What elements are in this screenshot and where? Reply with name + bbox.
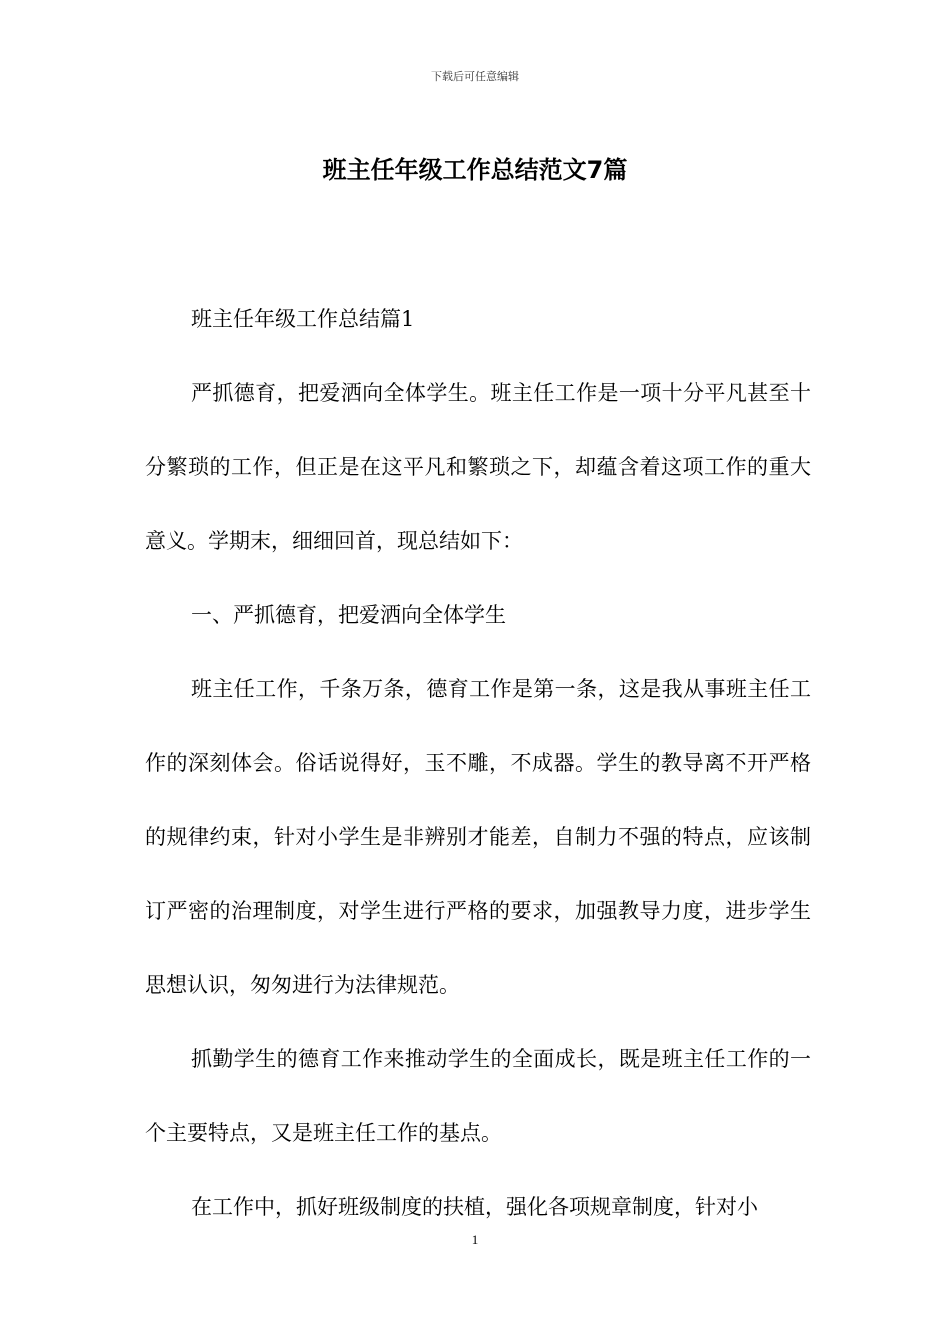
page-number: 1 bbox=[471, 1232, 479, 1247]
subheading: 一、严抓德育，把爱洒向全体学生 bbox=[191, 603, 506, 627]
header-note: 下载后可任意编辑 bbox=[431, 70, 519, 83]
section-heading: 班主任年级工作总结篇1 bbox=[191, 307, 415, 331]
paragraph: 班主任工作，千条万条，德育工作是第一条，这是我从事班主任工作的深刻体会。俗话说得好，玉不雕，不成器。学生的教导离不开严格的规律约束，针对小学生是非辨别才能差，自制力不强的特点，应该制订严密的治理制度，对学生进行严格的要求，加强教导力度，进步学生思想认识，匆匆进行为法律规范。 bbox=[145, 677, 811, 997]
document-body bbox=[145, 282, 811, 1244]
document-title: 班主任年级工作总结范文7篇 bbox=[322, 156, 628, 184]
paragraph: 严抓德育，把爱洒向全体学生。班主任工作是一项十分平凡甚至十分繁琐的工作，但正是在这平凡和繁琐之下，却蕴含着这项工作的重大意义。学期末，细细回首，现总结如下： bbox=[145, 381, 811, 553]
paragraph: 抓勤学生的德育工作来推动学生的全面成长，既是班主任工作的一个主要特点，又是班主任工作的基点。 bbox=[145, 1047, 811, 1145]
paragraph: 在工作中，抓好班级制度的扶植，强化各项规章制度，针对小 bbox=[191, 1195, 758, 1219]
